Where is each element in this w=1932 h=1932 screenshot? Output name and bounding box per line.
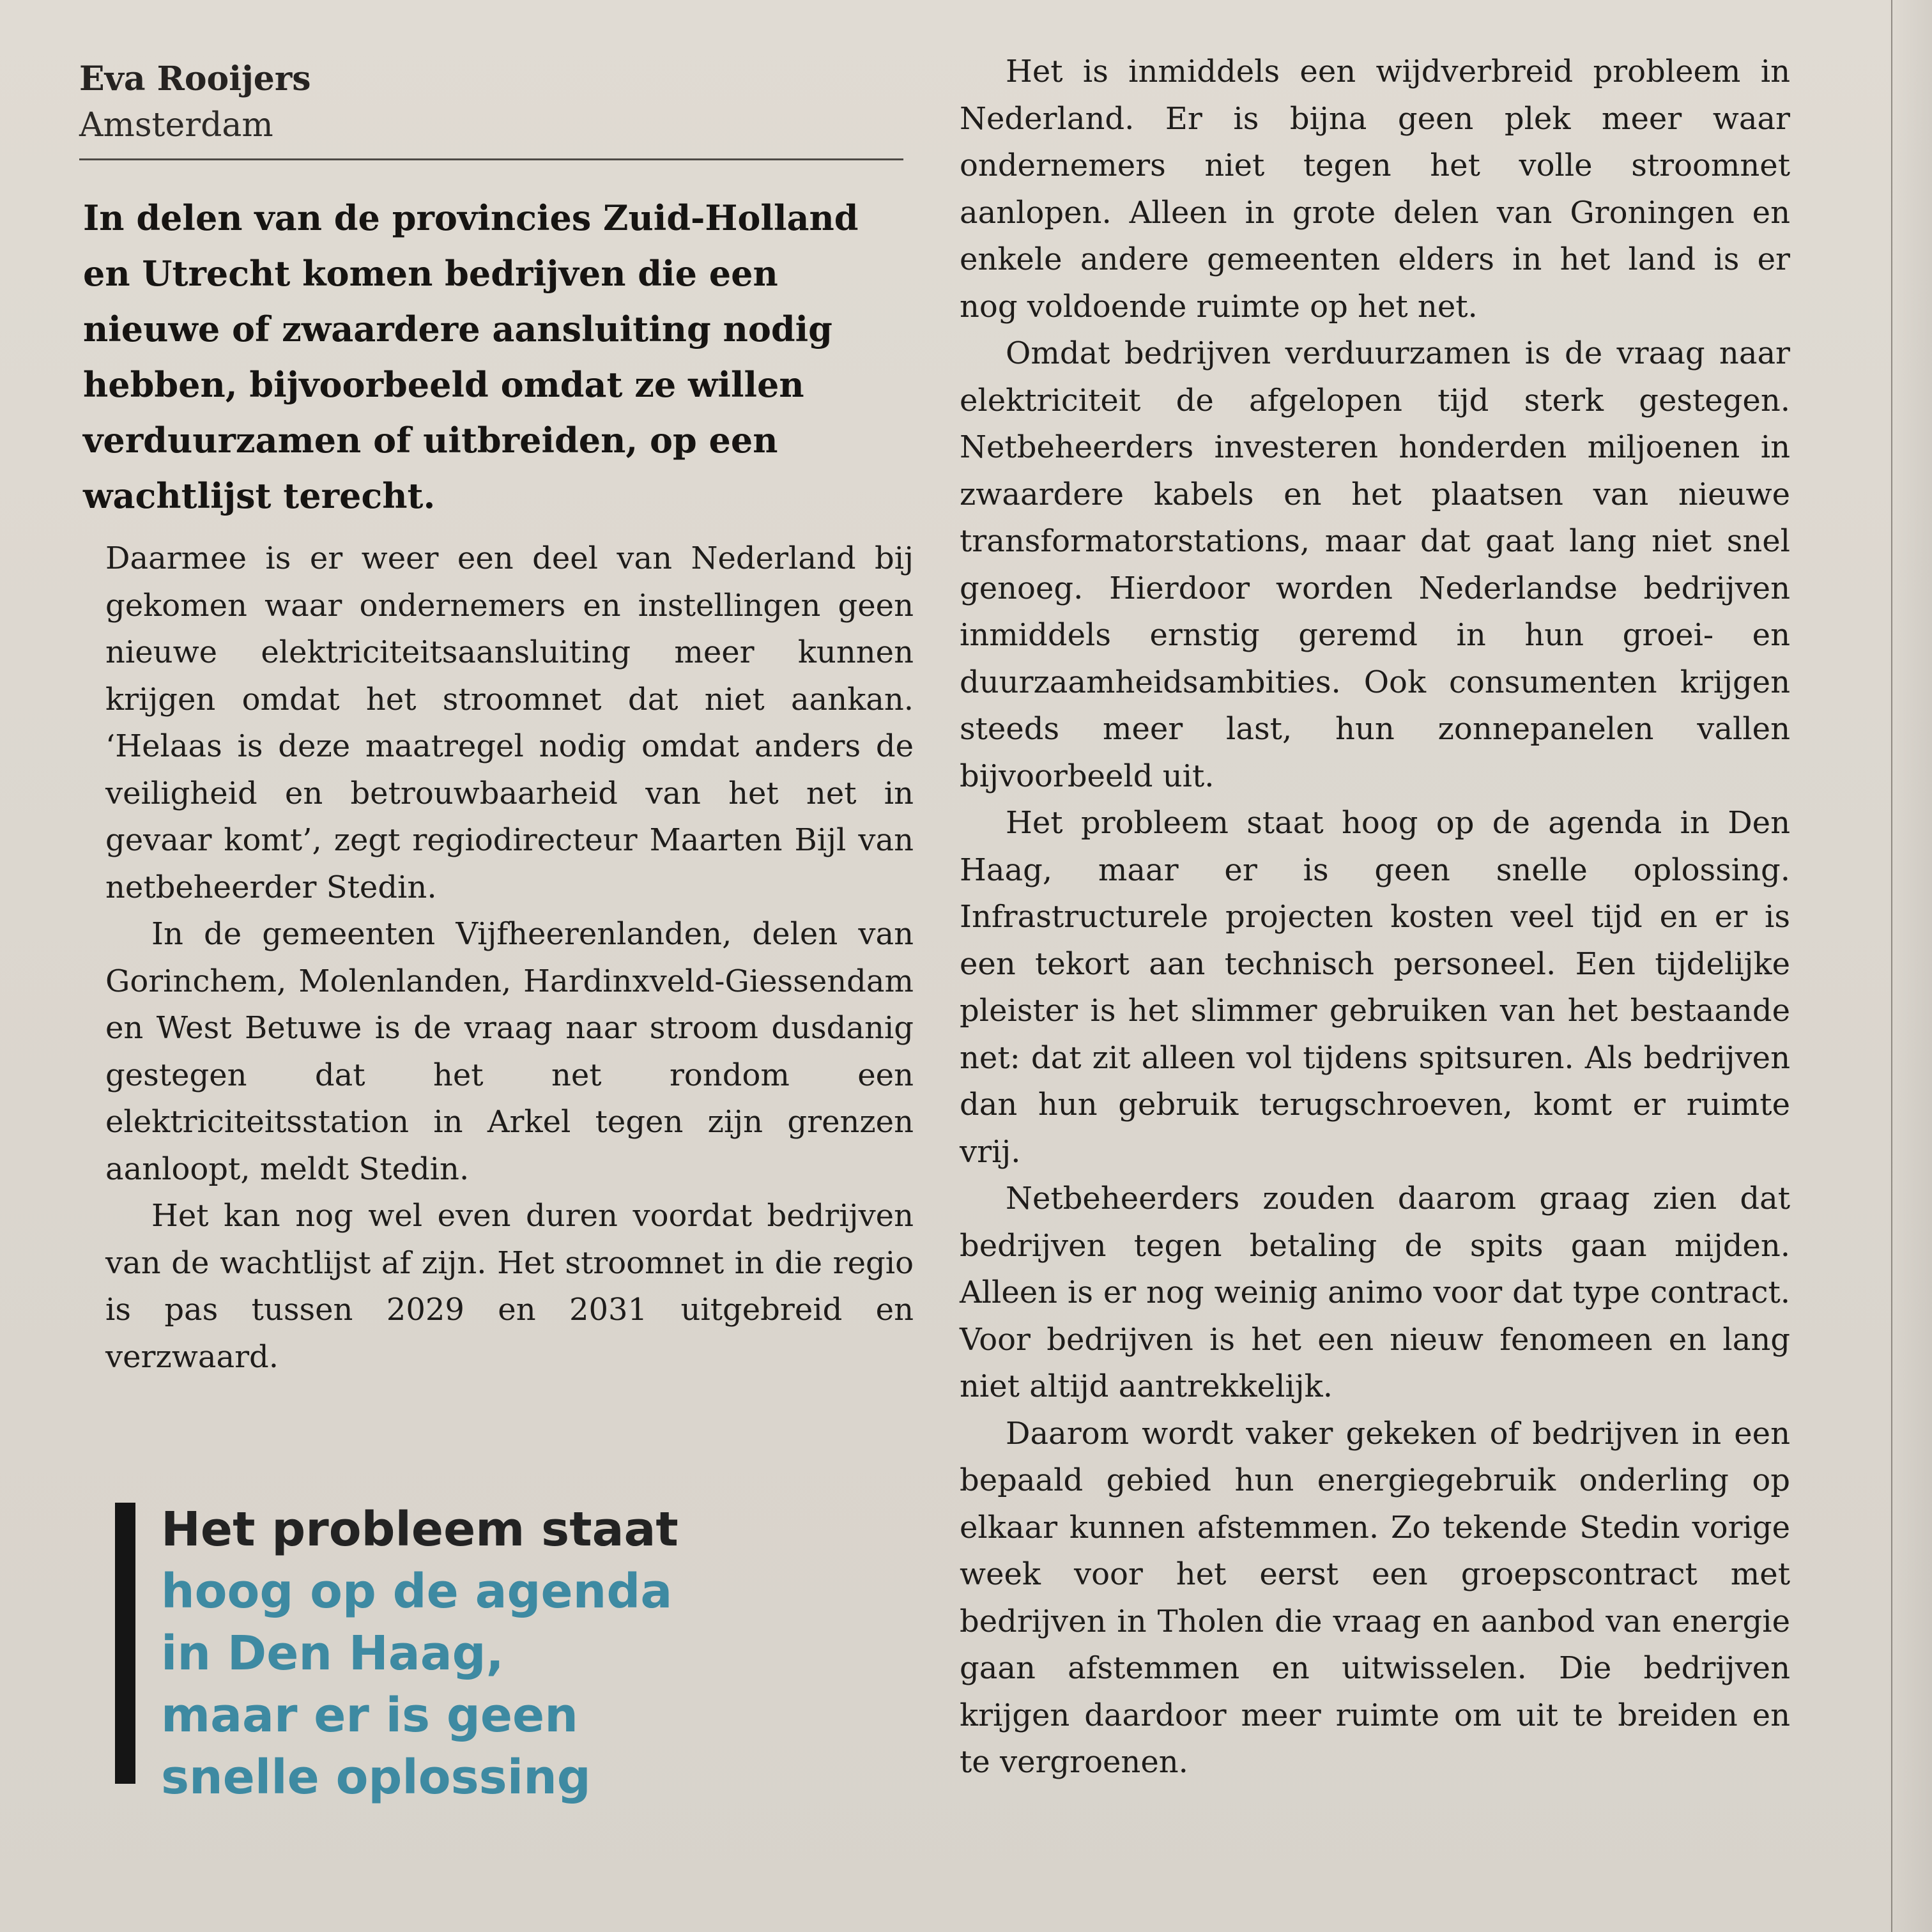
paragraph: Daarmee is er weer een deel van Nederland bij gekomen waar ondernemers en instellingen geen nieuwe elektriciteitsaansluiting meer kunnen krijgen omdat het stroomnet dat niet aankan. ‘Helaas is deze maatregel nodig omdat anders de veiligheid en betrouwbaarheid van het net in gevaar komt’, zegt regiodirecteur Maarten Bijl van netbeheerder Stedin. <box>105 540 914 905</box>
paragraph: Het is inmiddels een wijdverbreid probleem in Nederland. Er is bijna geen plek meer waar ondernemers niet tegen het volle stroomnet aanlopen. Alleen in grote delen van Groningen en enkele andere gemeenten elders in het land is er nog voldoende ruimte op het net. <box>960 54 1790 325</box>
pull-quote-line: snelle oplossing <box>161 1750 591 1805</box>
paragraph: Netbeheerders zouden daarom graag zien dat bedrijven tegen betaling de spits gaan mijden. Alleen is er nog weinig animo voor dat type contract. Voor bedrijven is het een nieuw fenomeen en lang niet altijd aantrekkelijk. <box>960 1181 1790 1404</box>
byline <box>79 56 311 148</box>
dateline-location: Amsterdam <box>79 106 273 144</box>
pull-quote-text <box>161 1499 678 1809</box>
paragraph: Daarom wordt vaker gekeken of bedrijven in een bepaald gebied hun energiegebruik onderling op elkaar kunnen afstemmen. Zo tekende Stedin vorige week voor het eerst een groepscontract met bedrijven in Tholen die vraag en aanbod van energie gaan afstemmen en uitwisselen. Die bedrijven krijgen daardoor meer ruimte om uit te breiden en te vergroenen. <box>960 1415 1790 1780</box>
pull-quote-line: Het probleem staat <box>161 1502 678 1557</box>
pull-quote <box>109 1502 747 1805</box>
pull-quote-line: hoog op de agenda <box>161 1564 673 1619</box>
author-name: Eva Rooijers <box>79 59 311 98</box>
page-edge-shadow <box>1887 0 1932 1932</box>
right-column <box>960 49 1790 1786</box>
paragraph: Het probleem staat hoog op de agenda in Den Haag, maar er is geen snelle oplossing. Infrastructurele projecten kosten veel tijd en er is een tekort aan technisch personeel. Een tijdelijke pleister is het slimmer gebruiken van het bestaande net: dat zit alleen vol tijdens spitsuren. Als bedrijven dan hun gebruik terugschroeven, komt er ruimte vrij. <box>960 805 1790 1170</box>
paragraph: Omdat bedrijven verduurzamen is de vraag naar elektriciteit de afgelopen tijd sterk gestegen. Netbeheerders investeren honderden miljoenen in zwaardere kabels en het plaatsen van nieuwe transformatorstations, maar dat gaat lang niet snel genoeg. Hierdoor worden Nederlandse bedrijven inmiddels ernstig geremd in hun groei- en duurzaamheidsambities. Ook consumenten krijgen steeds meer last, hun zonnepanelen vallen bijvoorbeeld uit. <box>960 335 1790 794</box>
left-column <box>105 535 914 1381</box>
page-fold-line <box>1891 0 1892 1932</box>
byline-divider <box>79 158 903 160</box>
pull-quote-bar <box>115 1503 135 1784</box>
pull-quote-line: in Den Haag, <box>161 1626 504 1681</box>
article-lead: In delen van de provincies Zuid-Holland en Utrecht komen bedrijven die een nieuwe of zwaardere aansluiting nodig hebben, bijvoorbeeld omdat ze willen verduurzamen of uitbreiden, op een wachtlijst terecht. <box>83 197 859 516</box>
paragraph: Het kan nog wel even duren voordat bedrijven van de wachtlijst af zijn. Het stroomnet in die regio is pas tussen 2029 en 2031 uitgebreid en verzwaard. <box>105 1198 914 1375</box>
pull-quote-line: maar er is geen <box>161 1688 578 1743</box>
paragraph: In de gemeenten Vijfheerenlanden, delen van Gorinchem, Molenlanden, Hardinxveld-Giessendam en West Betuwe is de vraag naar stroom dusdanig gestegen dat het net rondom een elektriciteitsstation in Arkel tegen zijn grenzen aanloopt, meldt Stedin. <box>105 916 914 1187</box>
